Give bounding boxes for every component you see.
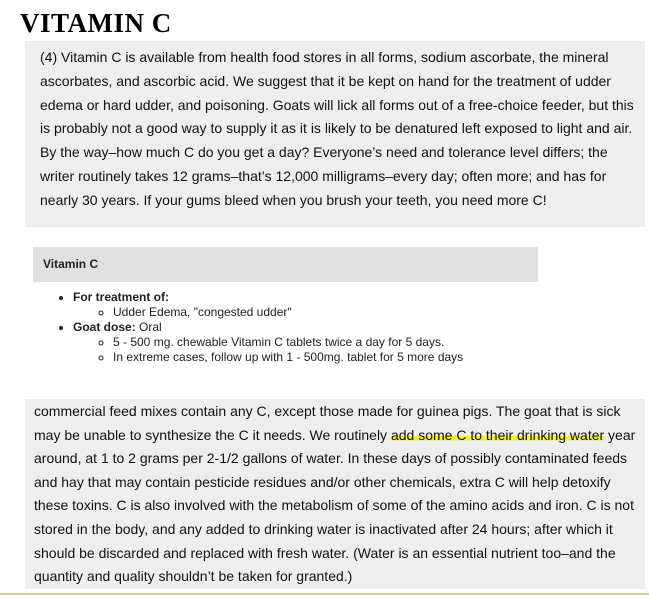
bottom-divider [0,593,649,595]
treatment-item: ◦ Udder Edema, "congested udder" [113,305,538,320]
dose-item: ◦ 5 - 500 mg. chewable Vitamin C tablets twice a day for 5 days. [113,335,538,350]
treatment-list-item [73,290,538,320]
dosage-list [33,290,538,365]
body-paragraph [25,399,645,589]
dose-label: Goat dose: [73,320,136,334]
treatment-sublist [73,305,538,320]
page-title: VITAMIN C [20,8,172,38]
dose-sublist [73,335,538,365]
highlighted-text: add some C to their drinking water [390,426,605,443]
dose-item: ◦ In extreme cases, follow up with 1 - 500mg. tablet for 5 more days [113,350,538,365]
treatment-label: For treatment of: [73,290,169,304]
body-text-start: commercial feed mixes contain any C, except those made for guinea pigs. The goat that is sick may be unable to synthesize the C it needs. We routinely [34,403,621,443]
dosage-box [33,290,538,365]
intro-paragraph: (4) Vitamin C is available from health food stores in all forms, sodium ascorbate, the mineral ascorbates, and ascorbic acid. We suggest that it be kept on hand for the treatment of udder edema or hard udder, and poisoning. Goats will lick all forms out of a free-choice feeder, but this is probably not a good way to supply it as it is likely to be denatured left exposed to light and air. By the way–how much C do you get a day? Everyone’s need and tolerance level differs; the writer routinely takes 12 grams–that’s 12,000 milligrams–every day; often more; and has for nearly 30 years. If your gums bleed when you brush your teeth, you need more C! [25,41,645,227]
dose-list-item [73,320,538,365]
body-text-end: year around, at 1 to 2 grams per 2-1/2 gallons of water. In these days of possibly contaminated feeds and hay that may contain pesticide residues and/or other chemicals, extra C will help detoxify these toxins. C is also involved with the metabolism of some of the amino acids and iron. C is not stored in the body, and any added to drinking water is inactivated after 24 hours; after which it should be discarded and replaced with fresh water. (Water is an essential nutrient too–and the quantity and quality shouldn’t be taken for granted.) [34,426,636,585]
dosage-box-header: Vitamin C [33,247,538,282]
dose-value: Oral [135,320,162,334]
